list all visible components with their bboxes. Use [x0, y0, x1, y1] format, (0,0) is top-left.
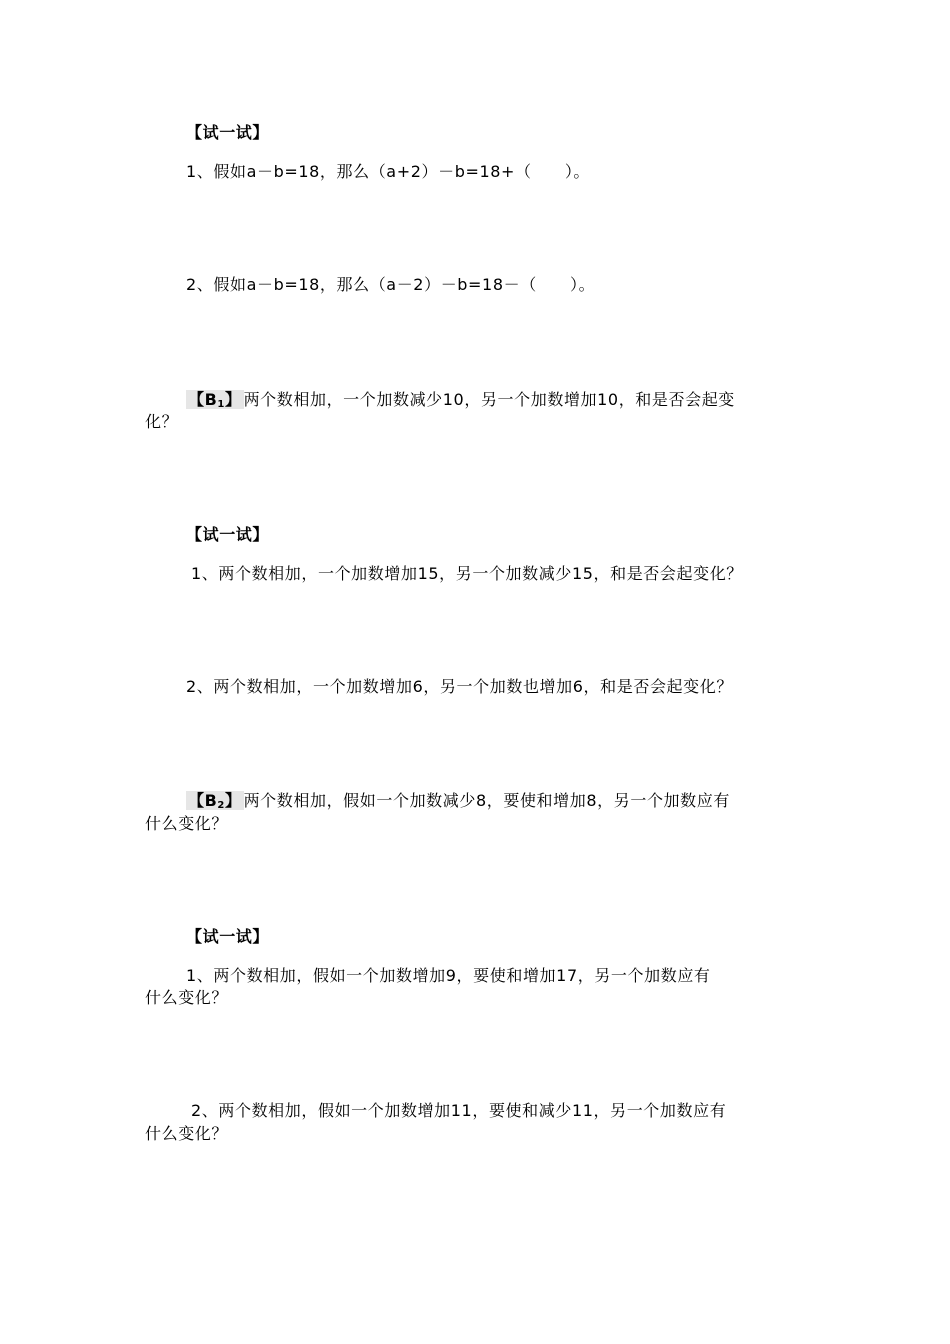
exercise-item: 2、两个数相加，一个加数增加6，另一个加数也增加6，和是否会起变化？ — [186, 677, 733, 696]
question-text: 两个数相加，一个加数减少10，另一个加数增加10，和是否会起变 — [243, 390, 735, 409]
exercise-item: 1、假如a－b=18，那么（a+2）－b=18+（ ）。 — [186, 162, 591, 181]
question-b1 — [186, 389, 735, 416]
exercise-item-continued: 什么变化？ — [145, 1124, 229, 1143]
question-text-continued: 化？ — [145, 412, 179, 431]
exercise-item: 1、两个数相加，假如一个加数增加9，要使和增加17，另一个加数应有 — [186, 966, 711, 985]
exercise-item: 2、两个数相加，假如一个加数增加11，要使和减少11，另一个加数应有 — [191, 1101, 727, 1120]
exercise-item: 2、假如a－b=18，那么（a－2）－b=18－（ ）。 — [186, 275, 596, 294]
question-text: 两个数相加，假如一个加数减少8，要使和增加8，另一个加数应有 — [243, 791, 730, 810]
question-tag: 【$B_2$】 — [188, 791, 242, 811]
exercise-item-continued: 什么变化？ — [145, 988, 229, 1007]
section-heading-try: 【试一试】 — [186, 927, 270, 946]
section-heading-try: 【试一试】 — [186, 123, 270, 142]
question-text-continued: 什么变化？ — [145, 814, 229, 833]
question-tag: 【$B_1$】 — [188, 390, 242, 410]
question-b2 — [186, 790, 730, 817]
section-heading-try: 【试一试】 — [186, 525, 270, 544]
exercise-item: 1、两个数相加，一个加数增加15，另一个加数减少15，和是否会起变化？ — [191, 564, 743, 583]
